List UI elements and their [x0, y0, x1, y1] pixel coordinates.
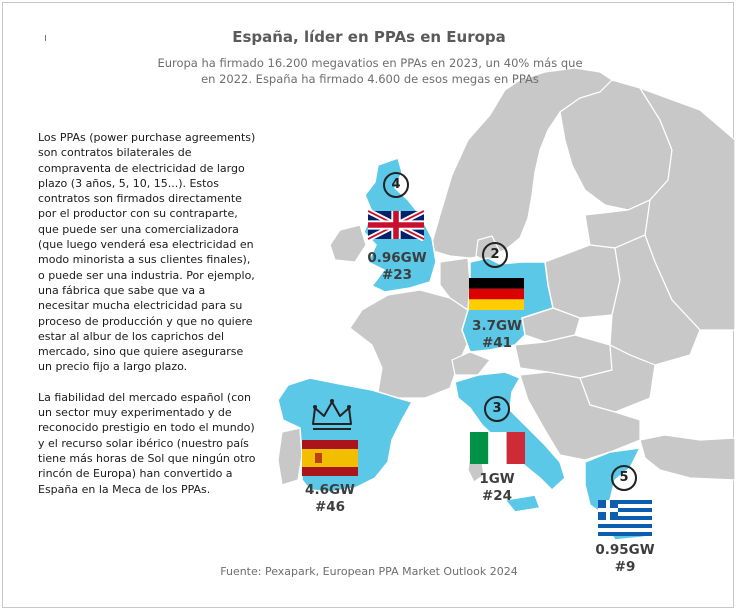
portugal-shape: [278, 428, 302, 485]
united-kingdom-flag-icon: [368, 209, 424, 241]
source-note: Fuente: Pexapark, European PPA Market Outlook 2024: [220, 565, 518, 578]
greece-flag-icon: [597, 500, 653, 536]
italy-count: #24: [481, 488, 513, 504]
italy-label: [452, 471, 542, 505]
italy-capacity: 1GW: [479, 471, 515, 487]
greece-rank-badge: 5: [611, 465, 637, 491]
spain-capacity: 4.6GW: [305, 482, 355, 498]
turkey-shape: [640, 435, 735, 480]
uk-count: #23: [381, 267, 413, 283]
body-text: [38, 130, 256, 512]
spain-label: [285, 482, 375, 516]
germany-count: #41: [481, 335, 513, 351]
page-title: España, líder en PPAs en Europa: [232, 28, 506, 46]
italy-rank-badge: 3: [484, 396, 510, 422]
italy-flag-icon: [470, 432, 525, 464]
uk-rank-badge: 4: [383, 172, 409, 198]
germany-label: [452, 318, 542, 352]
body-paragraph-1: Los PPAs (power purchase agreements) son contratos bilaterales de compraventa de electricidad de largo plazo (3 años, 5, 10, 15...). Estos contratos son firmados directamente por el productor con su contraparte, que puede ser una comercializadora (que luego venderá esa electricidad en modo minorista a sus clientes finales), o puede ser una industria. Por ejemplo, una fábrica que sabe que va a necesitar mucha electricidad para su proceso de producción y que no quiere estar al albur de los caprichos del mercado, sino que quiere asegurarse un precio fijo a largo plazo.: [38, 131, 256, 374]
greece-capacity: 0.95GW: [595, 542, 655, 558]
germany-rank-badge: 2: [482, 242, 508, 268]
germany-flag-icon: [469, 278, 524, 310]
uk-capacity: 0.96GW: [367, 250, 427, 266]
poland-shape: [545, 245, 620, 318]
germany-capacity: 3.7GW: [472, 318, 522, 334]
body-paragraph-2: La fiabilidad del mercado español (con un sector muy experimentado y de reconocido prestigio en todo el mundo) y el recurso solar ibérico (nuestro país tiene más horas de Sol que ningún otro rincón de Europa) han convertido a España en la Meca de los PPAs.: [38, 390, 256, 496]
spain-count: #46: [314, 499, 346, 515]
page-subtitle: Europa ha firmado 16.200 megavatios en PPAs en 2023, un 40% más que en 2022. España ha firmado 4.600 de esos megas en PPAs: [157, 56, 583, 86]
crown-icon: [309, 398, 355, 432]
spain-flag-icon: [302, 440, 358, 476]
greece-count: #9: [614, 559, 636, 575]
uk-label: [352, 250, 442, 284]
